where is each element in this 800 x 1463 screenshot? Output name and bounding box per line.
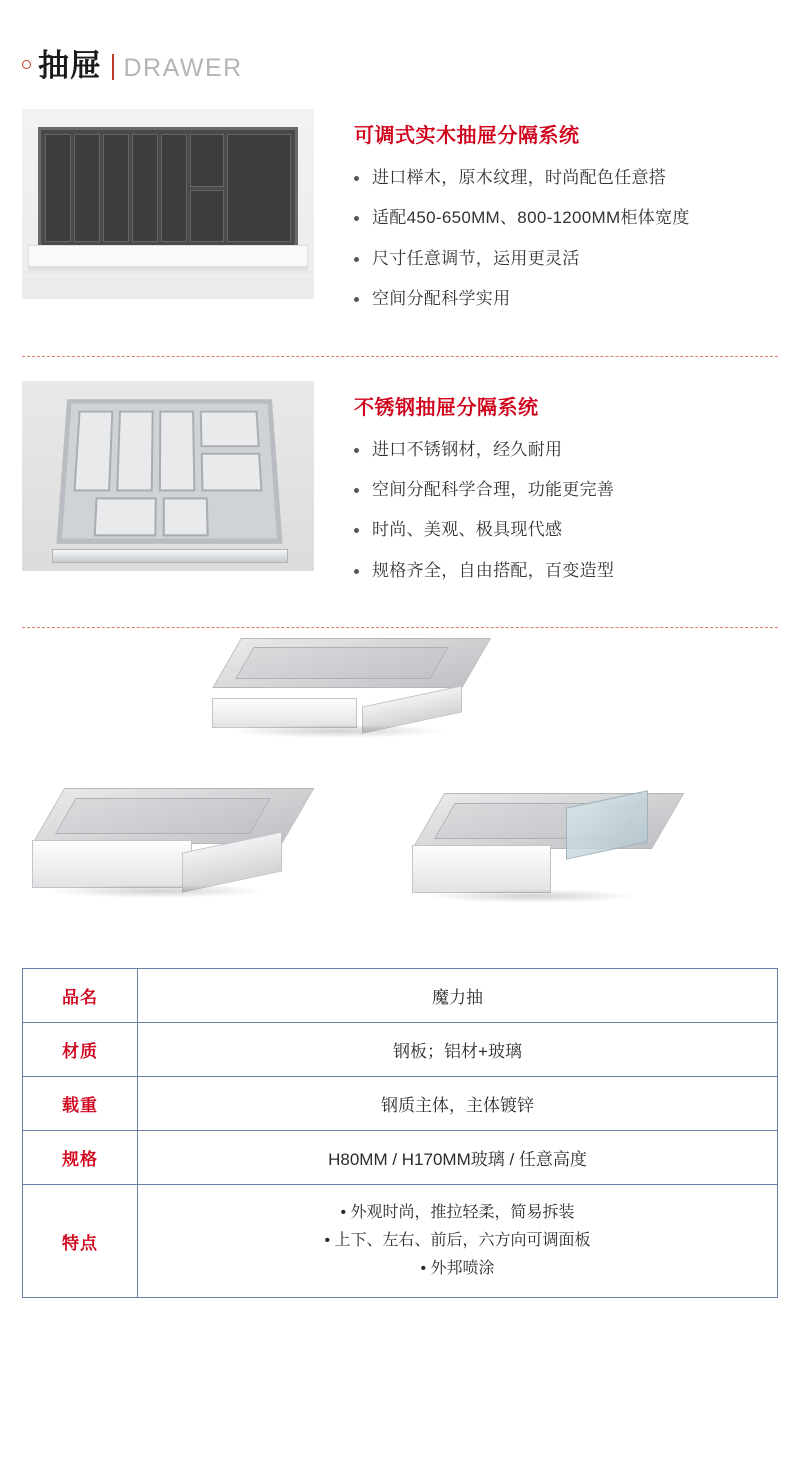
steel-tray-rail [52,549,288,563]
wood-tray-illustration [38,127,298,249]
row-label: 特点 [23,1185,138,1298]
section-title-wood: 可调式实木抽屉分隔系统 [354,125,580,147]
list-item: 规格齐全，自由搭配，百变造型 [354,561,778,581]
row-value: 钢板；铝材+玻璃 [138,1023,778,1077]
table-row [23,1077,778,1131]
section-divider-1 [22,356,778,357]
bullet-list-steel [354,440,778,582]
circle-bullet-icon [22,60,31,69]
table-row [23,1185,778,1298]
product-photo-group [22,628,778,958]
list-item: 时尚、美观、极具现代感 [354,520,778,540]
steel-tray-illustration [56,399,282,544]
feature-text-steel [314,381,778,602]
page-header [0,0,800,85]
feature-section-wood [0,109,800,330]
table-row [23,969,778,1023]
list-item: 进口不锈钢材，经久耐用 [354,440,778,460]
feature-section-steel [0,381,800,602]
feature-text-wood [314,109,778,330]
row-label: 规格 [23,1131,138,1185]
stainless-drawer-organizer-photo [22,381,314,571]
list-item: 进口榉木，原木纹理，时尚配色任意搭 [354,168,778,188]
section-title-steel: 不锈钢抽屉分隔系统 [354,396,539,419]
bullet-list-wood [354,168,778,310]
steel-drawer-top-view [212,638,462,728]
row-value: 魔力抽 [138,969,778,1023]
page-title: 抽屉 [38,48,102,83]
wood-tray-shadow [28,267,308,277]
table-row [23,1023,778,1077]
wood-tray-base [28,245,308,267]
row-label: 载重 [23,1077,138,1131]
row-label: 材质 [23,1023,138,1077]
row-value: H80MM / H170MM玻璃 / 任意高度 [138,1131,778,1185]
list-item: 空间分配科学实用 [354,289,778,309]
list-item: 尺寸任意调节，运用更灵活 [354,249,778,269]
feature-line: • 外邦喷涂 [144,1255,771,1283]
steel-drawer-open-left [32,788,282,888]
row-value: 钢质主体，主体镀锌 [138,1077,778,1131]
row-value-features [138,1185,778,1298]
list-item: 空间分配科学合理，功能更完善 [354,480,778,500]
spec-table [22,968,778,1298]
feature-line: • 外观时尚，推拉轻柔，简易拆装 [144,1199,771,1227]
feature-line: • 上下、左右、前后，六方向可调面板 [144,1227,771,1255]
page-title-english: DRAWER [123,54,243,82]
glass-side-drawer-right [412,793,652,893]
list-item: 适配450-650MM、800-1200MM柜体宽度 [354,208,778,228]
title-divider [112,54,114,80]
table-row [23,1131,778,1185]
spec-table-container [22,968,778,1298]
wood-drawer-organizer-photo [22,109,314,299]
row-label: 品名 [23,969,138,1023]
